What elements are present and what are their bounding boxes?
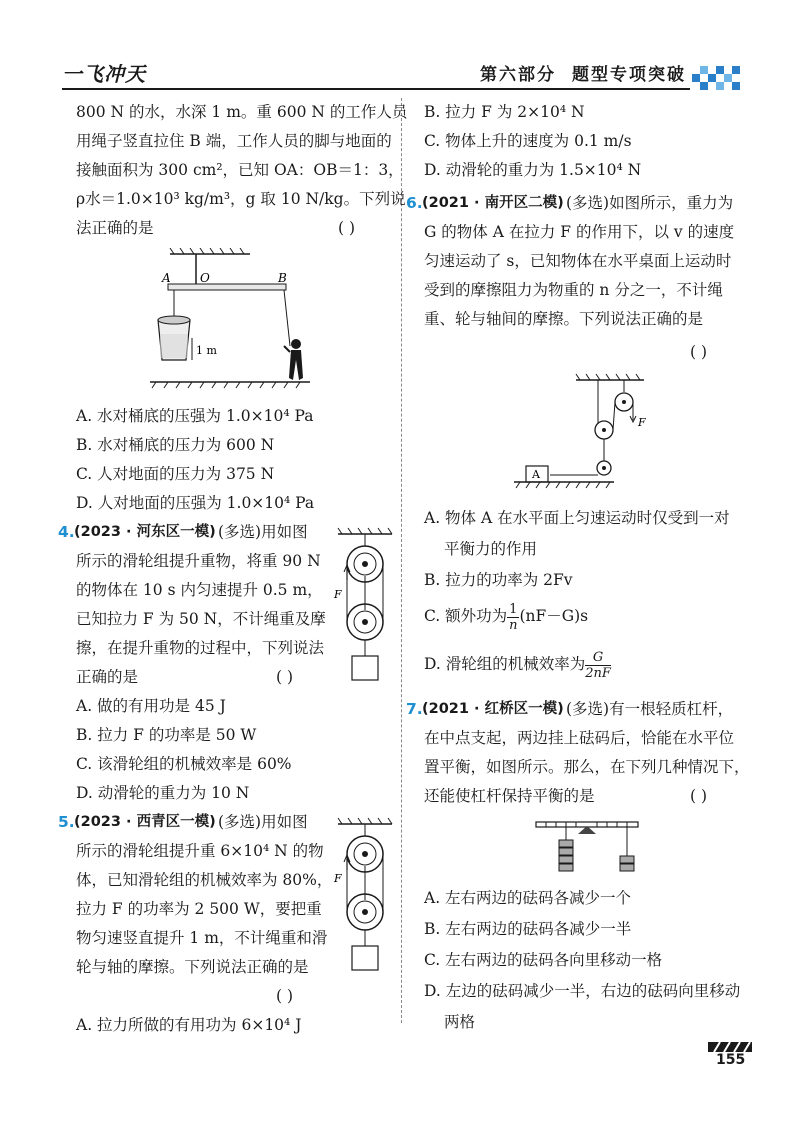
q4-line-1: (多选)用如图 [218, 523, 308, 541]
q4-option-a: A. 做的有用功是 45 J [76, 697, 226, 715]
q6-number: 6. [406, 194, 423, 212]
q6-source: (2021 · 南开区二模) [422, 195, 564, 211]
q5-option-c: C. 物体上升的速度为 0.1 m/s [424, 132, 632, 150]
frac-numerator: G [585, 650, 611, 666]
brand-logo: 一飞冲天 [62, 62, 146, 86]
q3-answer-paren: ( ) [338, 219, 356, 237]
page-number-badge [706, 1040, 754, 1070]
pulley-table-figure [514, 372, 664, 497]
q3-line-3: 接触面积为 300 cm²，已知 OA：OB＝1：3， [76, 161, 404, 179]
q4-line-6: 正确的是 [76, 668, 139, 686]
q6-line-3: 匀速运动了 s，已知物体在水平桌面上运动时 [424, 252, 732, 270]
q6-line-1: (多选)如图所示，重力为 [566, 194, 734, 212]
q6-line-4: 受到的摩擦阻力为物重的 n 分之一，不计绳 [424, 281, 723, 299]
q5-option-a: A. 拉力所做的有用功为 6×10⁴ J [76, 1016, 302, 1034]
q5-line-4: 拉力 F 的功率为 2 500 W，要把重 [76, 900, 322, 918]
q5-force-label: F [334, 872, 342, 885]
q4-answer-paren: ( ) [276, 668, 294, 686]
q7-answer-paren: ( ) [690, 787, 708, 805]
page-header [0, 0, 800, 95]
q6-option-c-suffix: (nF－G)s [519, 607, 589, 625]
q3-option-d: D. 人对地面的压强为 1.0×10⁴ Pa [76, 494, 315, 512]
q4-option-b: B. 拉力 F 的功率是 50 W [76, 726, 257, 744]
q5-option-d: D. 动滑轮的重力为 1.5×10⁴ N [424, 161, 642, 179]
q6-option-a-cont: 平衡力的作用 [444, 540, 538, 558]
q5-line-2: 所示的滑轮组提升重 6×10⁴ N 的物 [76, 842, 324, 860]
q6-option-d [424, 648, 611, 681]
q7-number: 7. [406, 700, 423, 718]
q5-source: (2023 · 西青区一模) [74, 814, 216, 830]
q4-option-d: D. 动滑轮的重力为 10 N [76, 784, 250, 802]
frac-denominator: 2nF [585, 665, 611, 681]
q4-source: (2023 · 河东区一模) [74, 524, 216, 540]
section-title: 题型专项突破 [572, 65, 686, 85]
frac-numerator: 1 [509, 601, 518, 617]
label-B: B [278, 271, 287, 285]
q3-line-4: ρ水＝1.0×10³ kg/m³，g 取 10 N/kg。下列说 [76, 190, 406, 208]
q4-option-c: C. 该滑轮组的机械效率是 60% [76, 755, 292, 773]
q3-option-c: C. 人对地面的压力为 375 N [76, 465, 275, 483]
q7-option-b: B. 左右两边的砝码各减少一半 [424, 920, 632, 938]
q6-line-2: G 的物体 A 在拉力 F 的作用下，以 v 的速度 [424, 223, 735, 241]
q7-option-d-cont: 两格 [444, 1013, 476, 1031]
q3-option-b: B. 水对桶底的压力为 600 N [76, 436, 275, 454]
q7-line-1: (多选)有一根轻质杠杆， [566, 700, 734, 718]
label-A: A [162, 271, 171, 285]
q6-force-label: F [638, 416, 646, 429]
q6-block-label: A [532, 468, 540, 481]
q3-line-1: 800 N 的水，水深 1 m。重 600 N 的工作人员 [76, 103, 408, 121]
q4-line-5: 擦，在提升重物的过程中，下列说法 [76, 639, 325, 657]
q3-line-2: 用绳子竖直拉住 B 端，工作人员的脚与地面的 [76, 132, 392, 150]
q5-line-3: 体，已知滑轮组的机械效率为 80%， [76, 871, 333, 889]
q4-force-label: F [334, 588, 342, 601]
column-divider [401, 98, 402, 1023]
header-rule [62, 88, 690, 90]
q7-line-2: 在中点支起，两边挂上砝码后，恰能在水平位 [424, 729, 735, 747]
section-label: 第六部分 [480, 65, 556, 85]
lever-weights-figure [534, 818, 644, 878]
q6-option-a: A. 物体 A 在水平面上匀速运动时仅受到一对 [424, 509, 730, 527]
q7-source: (2021 · 红桥区一模) [422, 701, 564, 717]
q6-option-b: B. 拉力的功率为 2Fv [424, 571, 573, 589]
q4-line-2: 所示的滑轮组提升重物，将重 90 N [76, 552, 321, 570]
q7-line-3: 置平衡，如图所示。那么，在下列几种情况下， [424, 758, 750, 776]
q5-line-5: 物匀速竖直提升 1 m，不计绳重和滑 [76, 929, 328, 947]
q5-answer-paren: ( ) [276, 987, 294, 1005]
q4-number: 4. [58, 523, 75, 541]
q7-line-4: 还能使杠杆保持平衡的是 [424, 787, 595, 805]
q5-line-1: (多选)用如图 [218, 813, 308, 831]
pulley-figure-q4 [330, 520, 400, 690]
page-number: 155 [716, 1052, 746, 1068]
q5-line-6: 轮与轴的摩擦。下列说法正确的是 [76, 958, 309, 976]
fraction [585, 650, 611, 681]
q3-line-5: 法正确的是 [76, 219, 154, 237]
checker-decoration-icon [692, 62, 742, 92]
label-O: O [200, 271, 210, 285]
lever-bucket-figure [150, 248, 330, 393]
fraction [507, 602, 519, 633]
q6-option-c-prefix: C. 额外功为 [424, 607, 508, 625]
q4-line-4: 已知拉力 F 为 50 N，不计绳重及摩 [76, 610, 326, 628]
depth-label: 1 m [196, 344, 217, 357]
q7-option-a: A. 左右两边的砝码各减少一个 [424, 889, 632, 907]
q6-option-c [424, 600, 588, 633]
q3-option-a: A. 水对桶底的压强为 1.0×10⁴ Pa [76, 407, 314, 425]
q6-line-5: 重、轮与轴间的摩擦。下列说法正确的是 [424, 310, 704, 328]
q6-option-d-prefix: D. 滑轮组的机械效率为 [424, 655, 586, 673]
q4-line-3: 的物体在 10 s 内匀速提升 0.5 m， [76, 581, 323, 599]
q5-option-b: B. 拉力 F 为 2×10⁴ N [424, 103, 585, 121]
q5-number: 5. [58, 813, 75, 831]
q7-option-c: C. 左右两边的砝码各向里移动一格 [424, 951, 663, 969]
q6-answer-paren: ( ) [690, 343, 708, 361]
pulley-figure-q5 [330, 810, 400, 980]
q7-option-d: D. 左边的砝码减少一半，右边的砝码向里移动 [424, 982, 741, 1000]
frac-denominator: n [509, 617, 518, 633]
